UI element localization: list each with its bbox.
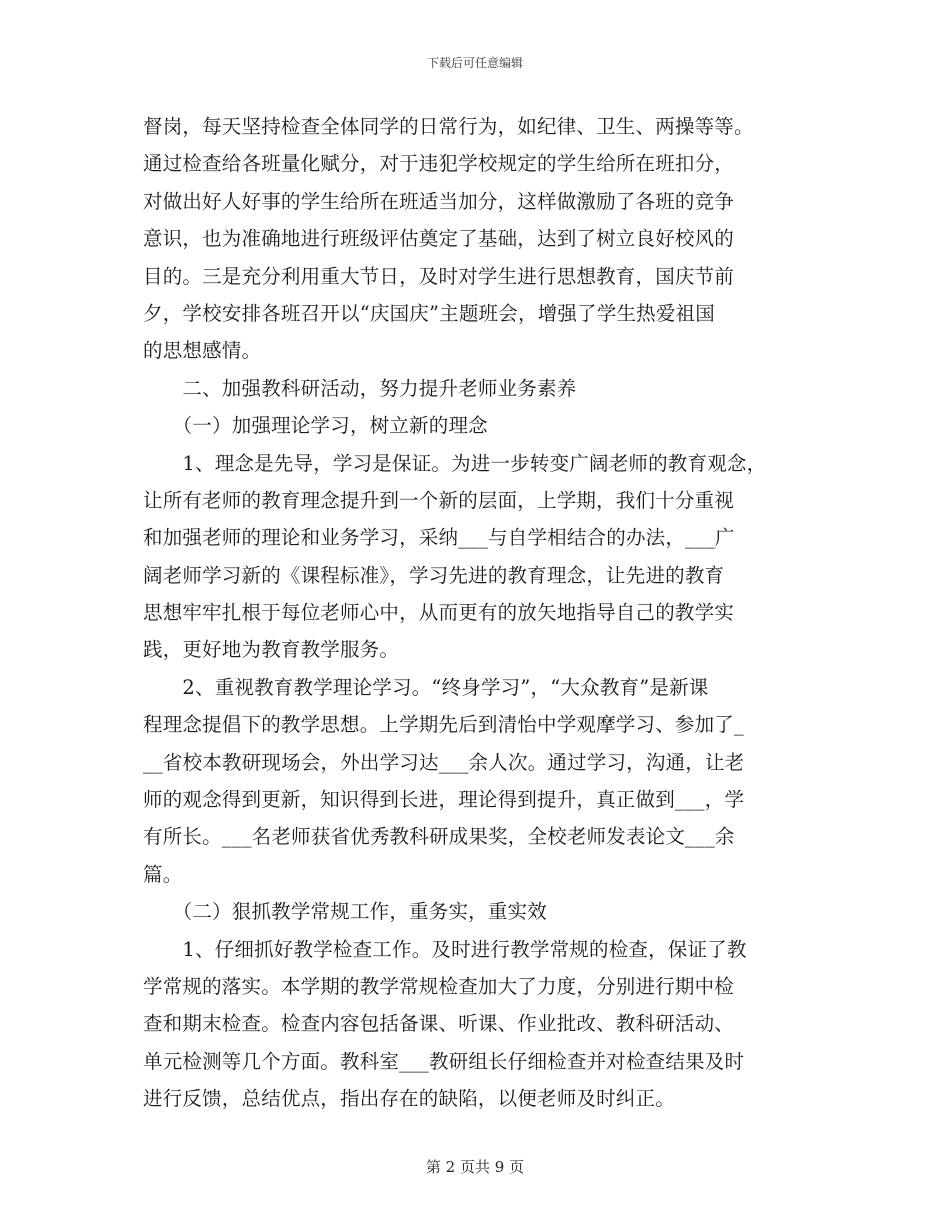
text-line: 目的。三是充分利用重大节日，及时对学生进行思想教育，国庆节前 — [143, 264, 735, 288]
document-body — [143, 108, 823, 1118]
text-line: 阔老师学习新的《课程标准》，学习先进的教育理念，让先进的教育 — [143, 563, 725, 587]
text-line: 让所有老师的教育理念提升到一个新的层面，上学期，我们十分重视 — [143, 488, 735, 512]
text-line: 二、加强教科研活动，努力提升老师业务素养 — [143, 376, 577, 400]
text-line: 的思想感情。 — [143, 339, 262, 363]
text-line: 践，更好地为教育教学服务。 — [143, 638, 400, 662]
text-line: 学常规的落实。本学期的教学常规检查加大了力度，分别进行期中检 — [143, 974, 735, 998]
text-line: __省校本教研现场会，外出学习达___余人次。通过学习，沟通，让老 — [143, 750, 745, 774]
page-footer: 第 2 页共 9 页 — [425, 1158, 525, 1176]
text-line: 查和期末检查。检查内容包括备课、听课、作业批改、教科研活动、 — [143, 1012, 735, 1036]
text-line: 师的观念得到更新，知识得到长进，理论得到提升，真正做到___，学 — [143, 788, 745, 812]
text-line: 1、仔细抓好教学检查工作。及时进行教学常规的检查，保证了教 — [143, 937, 747, 961]
text-line: 程理念提倡下的教学思想。上学期先后到清怡中学观摩学习、参加了_ — [143, 713, 744, 737]
text-line: 通过检查给各班量化赋分，对于违犯学校规定的学生给所在班扣分， — [143, 152, 735, 176]
page-header: 下载后可任意编辑 — [426, 56, 523, 70]
text-line: （二）狠抓教学常规工作，重务实，重实效 — [143, 900, 547, 924]
text-line: 有所长。___名老师获省优秀教科研成果奖，全校老师发表论文___余 — [143, 825, 735, 849]
text-line: 篇。 — [143, 862, 183, 886]
text-line: 督岗，每天坚持检查全体同学的日常行为，如纪律、卫生、两操等等。 — [143, 115, 754, 138]
text-line: 思想牢牢扎根于每位老师心中，从而更有的放矢地指导自己的教学实 — [143, 601, 735, 625]
text-line: 夕，学校安排各班召开以“庆国庆”主题班会，增强了学生热爱祖国 — [143, 301, 715, 325]
text-line: 和加强老师的理论和业务学习，采纳___与自学相结合的办法，___广 — [143, 526, 735, 550]
text-line: 意识，也为准确地进行班级评估奠定了基础，达到了树立良好校风的 — [143, 227, 735, 251]
text-line: （一）加强理论学习，树立新的理念 — [143, 414, 488, 438]
text-line: 对做出好人好事的学生给所在班适当加分，这样做激励了各班的竞争 — [143, 189, 735, 213]
text-line: 2、重视教育教学理论学习。“终身学习”，“大众教育”是新课 — [143, 675, 709, 699]
text-line: 进行反馈，总结优点，指出存在的缺陷，以便老师及时纠正。 — [143, 1087, 675, 1111]
text-line: 1、理念是先导，学习是保证。为进一步转变广阔老师的教育观念， — [143, 451, 767, 475]
text-line: 单元检测等几个方面。教科室___教研组长仔细检查并对检查结果及时 — [143, 1049, 745, 1073]
